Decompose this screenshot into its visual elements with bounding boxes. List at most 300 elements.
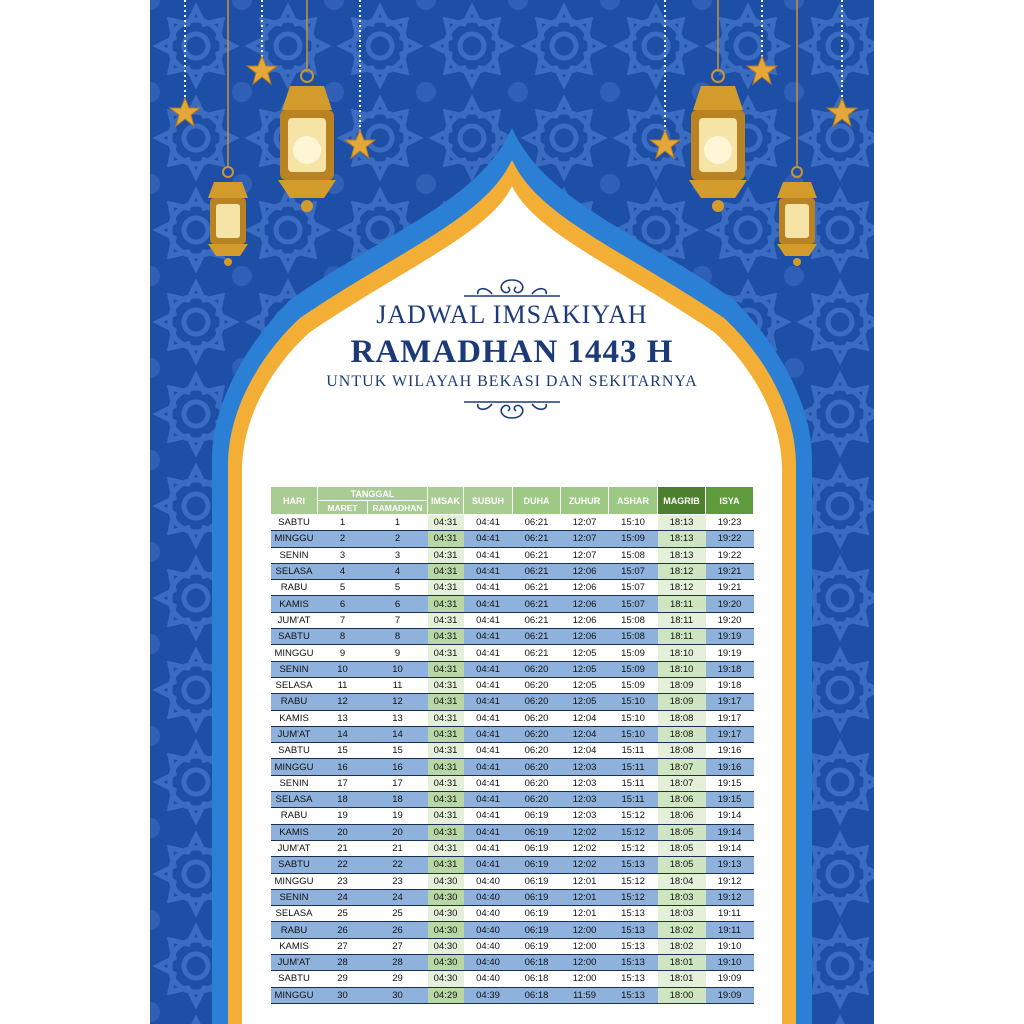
cell-ashar: 15:09 [609,645,658,661]
cell-ashar: 15:10 [609,710,658,726]
cell-hari: SELASA [271,906,318,922]
cell-duha: 06:19 [513,938,561,954]
title-line-1: JADWAL IMSAKIYAH [376,300,648,329]
cell-duha: 06:21 [513,596,561,612]
table-row [271,596,754,612]
cell-isya: 19:12 [706,889,754,905]
header-hari: HARI [271,487,318,515]
cell-isya: 19:22 [706,531,754,547]
cell-magrib: 18:11 [658,629,706,645]
cell-subuh: 04:41 [464,824,513,840]
cell-maret: 12 [318,694,368,710]
table-row [271,612,754,628]
table-row [271,922,754,938]
cell-magrib: 18:01 [658,955,706,971]
cell-magrib: 18:03 [658,906,706,922]
cell-maret: 26 [318,922,368,938]
cell-magrib: 18:12 [658,580,706,596]
cell-hari: RABU [271,694,318,710]
star-icon [345,130,375,158]
cell-zuhur: 12:02 [561,840,609,856]
cell-subuh: 04:41 [464,792,513,808]
cell-subuh: 04:40 [464,889,513,905]
cell-ashar: 15:13 [609,987,658,1003]
cell-duha: 06:20 [513,775,561,791]
star-icon [827,98,857,126]
cell-subuh: 04:40 [464,938,513,954]
cell-duha: 06:21 [513,563,561,579]
cell-duha: 06:21 [513,580,561,596]
cell-maret: 15 [318,743,368,759]
cell-ashar: 15:07 [609,580,658,596]
cell-subuh: 04:40 [464,922,513,938]
cell-magrib: 18:10 [658,645,706,661]
cell-ashar: 15:12 [609,840,658,856]
title-line-3: UNTUK WILAYAH BEKASI DAN SEKITARNYA [326,373,698,390]
table-row [271,759,754,775]
cell-zuhur: 12:05 [561,694,609,710]
title-line-2: RAMADHAN 1443 H [350,334,674,370]
header-maret: MARET [318,501,368,515]
cell-magrib: 18:02 [658,938,706,954]
cell-hari: SELASA [271,792,318,808]
cell-zuhur: 12:06 [561,596,609,612]
cell-ram: 23 [368,873,428,889]
cell-imsak: 04:31 [428,759,464,775]
cell-subuh: 04:41 [464,547,513,563]
cell-ashar: 15:12 [609,808,658,824]
cell-maret: 22 [318,857,368,873]
cell-isya: 19:18 [706,661,754,677]
cell-imsak: 04:31 [428,580,464,596]
cell-maret: 21 [318,840,368,856]
cell-ashar: 15:13 [609,857,658,873]
cell-isya: 19:16 [706,743,754,759]
cell-maret: 17 [318,775,368,791]
cell-hari: KAMIS [271,710,318,726]
cell-imsak: 04:31 [428,743,464,759]
cell-maret: 14 [318,726,368,742]
cell-subuh: 04:41 [464,743,513,759]
cell-zuhur: 11:59 [561,987,609,1003]
cell-magrib: 18:03 [658,889,706,905]
cell-imsak: 04:30 [428,922,464,938]
cell-ram: 19 [368,808,428,824]
cell-magrib: 18:08 [658,743,706,759]
cell-imsak: 04:29 [428,987,464,1003]
cell-isya: 19:10 [706,938,754,954]
cell-zuhur: 12:01 [561,873,609,889]
cell-imsak: 04:31 [428,661,464,677]
cell-magrib: 18:13 [658,531,706,547]
cell-maret: 20 [318,824,368,840]
cell-ram: 29 [368,971,428,987]
cell-imsak: 04:31 [428,710,464,726]
cell-zuhur: 12:06 [561,563,609,579]
table-row [271,840,754,856]
cell-subuh: 04:41 [464,563,513,579]
lantern-icon [208,167,248,266]
cell-subuh: 04:39 [464,987,513,1003]
cell-zuhur: 12:06 [561,580,609,596]
cell-isya: 19:12 [706,873,754,889]
schedule-body [271,515,754,1004]
cell-imsak: 04:31 [428,694,464,710]
cell-isya: 19:15 [706,775,754,791]
cell-magrib: 18:00 [658,987,706,1003]
cell-ashar: 15:11 [609,775,658,791]
cell-zuhur: 12:06 [561,629,609,645]
cell-ashar: 15:13 [609,955,658,971]
header-isya: ISYA [706,487,754,515]
cell-subuh: 04:41 [464,775,513,791]
star-icon [747,56,777,84]
cell-maret: 18 [318,792,368,808]
cell-ram: 30 [368,987,428,1003]
cell-imsak: 04:31 [428,547,464,563]
cell-hari: SELASA [271,677,318,693]
cell-duha: 06:21 [513,547,561,563]
cell-maret: 3 [318,547,368,563]
ornament-icon [462,398,562,422]
cell-hari: KAMIS [271,824,318,840]
cell-imsak: 04:30 [428,971,464,987]
cell-hari: MINGGU [271,987,318,1003]
star-icon [170,98,200,126]
cell-zuhur: 12:05 [561,645,609,661]
cell-ram: 15 [368,743,428,759]
cell-magrib: 18:08 [658,726,706,742]
cell-maret: 27 [318,938,368,954]
cell-maret: 11 [318,677,368,693]
cell-zuhur: 12:03 [561,808,609,824]
cell-zuhur: 12:02 [561,857,609,873]
cell-duha: 06:18 [513,955,561,971]
cell-duha: 06:20 [513,792,561,808]
cell-magrib: 18:06 [658,808,706,824]
cell-subuh: 04:41 [464,840,513,856]
cell-ashar: 15:12 [609,889,658,905]
cell-hari: JUM'AT [271,840,318,856]
cell-hari: RABU [271,922,318,938]
cell-duha: 06:21 [513,531,561,547]
cell-maret: 5 [318,580,368,596]
cell-ashar: 15:13 [609,922,658,938]
cell-duha: 06:20 [513,694,561,710]
cell-hari: MINGGU [271,531,318,547]
cell-subuh: 04:41 [464,677,513,693]
cell-isya: 19:13 [706,857,754,873]
cell-ashar: 15:12 [609,824,658,840]
cell-ram: 24 [368,889,428,905]
table-row [271,563,754,579]
cell-isya: 19:17 [706,726,754,742]
cell-zuhur: 12:00 [561,971,609,987]
cell-ram: 13 [368,710,428,726]
cell-hari: RABU [271,808,318,824]
cell-zuhur: 12:00 [561,922,609,938]
cell-isya: 19:17 [706,710,754,726]
table-row [271,547,754,563]
header-duha: DUHA [513,487,561,515]
cell-hari: JUM'AT [271,955,318,971]
cell-ram: 26 [368,922,428,938]
header-subuh: SUBUH [464,487,513,515]
cell-isya: 19:20 [706,612,754,628]
cell-duha: 06:19 [513,824,561,840]
cell-imsak: 04:31 [428,515,464,531]
cell-ashar: 15:11 [609,743,658,759]
cell-imsak: 04:31 [428,629,464,645]
table-row [271,824,754,840]
cell-imsak: 04:30 [428,906,464,922]
cell-maret: 29 [318,971,368,987]
cell-zuhur: 12:07 [561,531,609,547]
cell-maret: 30 [318,987,368,1003]
cell-zuhur: 12:05 [561,677,609,693]
table-row [271,938,754,954]
cell-zuhur: 12:00 [561,955,609,971]
cell-magrib: 18:04 [658,873,706,889]
cell-isya: 19:10 [706,955,754,971]
cell-subuh: 04:41 [464,531,513,547]
cell-subuh: 04:40 [464,971,513,987]
cell-hari: JUM'AT [271,726,318,742]
table-row [271,955,754,971]
cell-magrib: 18:02 [658,922,706,938]
cell-ashar: 15:13 [609,938,658,954]
table-row [271,889,754,905]
cell-isya: 19:16 [706,759,754,775]
cell-subuh: 04:41 [464,515,513,531]
cell-subuh: 04:41 [464,629,513,645]
cell-magrib: 18:05 [658,857,706,873]
cell-maret: 10 [318,661,368,677]
cell-ashar: 15:08 [609,547,658,563]
cell-hari: SABTU [271,971,318,987]
cell-duha: 06:19 [513,922,561,938]
cell-imsak: 04:31 [428,612,464,628]
header-tanggal: TANGGAL [318,487,428,501]
cell-duha: 06:19 [513,857,561,873]
cell-isya: 19:11 [706,906,754,922]
cell-maret: 2 [318,531,368,547]
cell-zuhur: 12:06 [561,612,609,628]
cell-zuhur: 12:05 [561,661,609,677]
cell-ram: 7 [368,612,428,628]
table-row [271,873,754,889]
table-row [271,580,754,596]
table-row [271,677,754,693]
cell-duha: 06:19 [513,808,561,824]
header-ramadhan: RAMADHAN [368,501,428,515]
cell-ashar: 15:09 [609,661,658,677]
table-row [271,743,754,759]
cell-maret: 6 [318,596,368,612]
cell-subuh: 04:40 [464,873,513,889]
cell-duha: 06:18 [513,987,561,1003]
cell-ashar: 15:13 [609,906,658,922]
lantern-icon [777,167,817,266]
table-row [271,792,754,808]
cell-duha: 06:21 [513,629,561,645]
cell-subuh: 04:41 [464,612,513,628]
cell-isya: 19:21 [706,563,754,579]
cell-hari: SABTU [271,743,318,759]
table-row [271,906,754,922]
cell-magrib: 18:07 [658,775,706,791]
cell-imsak: 04:31 [428,645,464,661]
cell-imsak: 04:30 [428,955,464,971]
cell-ram: 9 [368,645,428,661]
cell-imsak: 04:30 [428,873,464,889]
cell-maret: 16 [318,759,368,775]
cell-maret: 1 [318,515,368,531]
table-row [271,857,754,873]
cell-magrib: 18:12 [658,563,706,579]
ornament-icon [462,276,562,300]
cell-imsak: 04:31 [428,775,464,791]
cell-subuh: 04:41 [464,645,513,661]
cell-imsak: 04:31 [428,840,464,856]
cell-ram: 16 [368,759,428,775]
table-row [271,531,754,547]
cell-isya: 19:19 [706,645,754,661]
cell-subuh: 04:40 [464,906,513,922]
cell-duha: 06:21 [513,515,561,531]
cell-magrib: 18:01 [658,971,706,987]
cell-ashar: 15:12 [609,873,658,889]
cell-hari: MINGGU [271,759,318,775]
cell-duha: 06:19 [513,889,561,905]
cell-isya: 19:17 [706,694,754,710]
cell-hari: SENIN [271,775,318,791]
cell-subuh: 04:41 [464,710,513,726]
cell-ashar: 15:08 [609,629,658,645]
cell-maret: 19 [318,808,368,824]
cell-maret: 28 [318,955,368,971]
cell-subuh: 04:41 [464,726,513,742]
cell-ashar: 15:10 [609,515,658,531]
lantern-icon [689,70,747,212]
cell-ashar: 15:10 [609,694,658,710]
cell-imsak: 04:31 [428,596,464,612]
cell-ram: 1 [368,515,428,531]
cell-ashar: 15:08 [609,612,658,628]
cell-magrib: 18:08 [658,710,706,726]
cell-zuhur: 12:02 [561,824,609,840]
cell-isya: 19:23 [706,515,754,531]
cell-ashar: 15:07 [609,563,658,579]
header-ashar: ASHAR [609,487,658,515]
cell-maret: 23 [318,873,368,889]
decorations [150,0,874,320]
table-row [271,694,754,710]
cell-magrib: 18:09 [658,694,706,710]
cell-isya: 19:20 [706,596,754,612]
star-icon [247,56,277,84]
cell-subuh: 04:40 [464,955,513,971]
cell-zuhur: 12:03 [561,759,609,775]
schedule-table [270,486,754,1004]
cell-ram: 6 [368,596,428,612]
cell-magrib: 18:10 [658,661,706,677]
cell-isya: 19:15 [706,792,754,808]
cell-magrib: 18:06 [658,792,706,808]
cell-imsak: 04:31 [428,824,464,840]
cell-ram: 10 [368,661,428,677]
cell-duha: 06:20 [513,759,561,775]
cell-duha: 06:20 [513,726,561,742]
cell-isya: 19:09 [706,987,754,1003]
cell-imsak: 04:31 [428,677,464,693]
cell-magrib: 18:13 [658,547,706,563]
cell-ram: 8 [368,629,428,645]
cell-zuhur: 12:04 [561,710,609,726]
cell-isya: 19:14 [706,840,754,856]
cell-hari: SELASA [271,563,318,579]
cell-zuhur: 12:04 [561,726,609,742]
table-row [271,515,754,531]
cell-ram: 18 [368,792,428,808]
cell-ram: 11 [368,677,428,693]
cell-subuh: 04:41 [464,759,513,775]
cell-hari: JUM'AT [271,612,318,628]
star-icon [650,130,680,158]
cell-hari: MINGGU [271,873,318,889]
cell-imsak: 04:31 [428,563,464,579]
cell-duha: 06:21 [513,612,561,628]
header-zuhur: ZUHUR [561,487,609,515]
cell-isya: 19:14 [706,824,754,840]
cell-hari: KAMIS [271,938,318,954]
cell-maret: 25 [318,906,368,922]
cell-isya: 19:18 [706,677,754,693]
cell-magrib: 18:13 [658,515,706,531]
cell-ram: 20 [368,824,428,840]
cell-ram: 5 [368,580,428,596]
cell-imsak: 04:31 [428,857,464,873]
cell-zuhur: 12:03 [561,775,609,791]
cell-zuhur: 12:07 [561,547,609,563]
cell-isya: 19:09 [706,971,754,987]
cell-hari: RABU [271,580,318,596]
cell-ram: 14 [368,726,428,742]
cell-maret: 4 [318,563,368,579]
cell-ashar: 15:10 [609,726,658,742]
cell-maret: 24 [318,889,368,905]
cell-magrib: 18:09 [658,677,706,693]
cell-hari: SENIN [271,889,318,905]
table-row [271,710,754,726]
cell-ashar: 15:13 [609,971,658,987]
cell-hari: SABTU [271,629,318,645]
cell-zuhur: 12:00 [561,938,609,954]
cell-imsak: 04:30 [428,938,464,954]
cell-ashar: 15:09 [609,531,658,547]
table-row [271,775,754,791]
cell-subuh: 04:41 [464,596,513,612]
cell-ram: 22 [368,857,428,873]
table-row [271,726,754,742]
cell-ram: 27 [368,938,428,954]
cell-magrib: 18:11 [658,612,706,628]
table-row [271,645,754,661]
cell-ram: 2 [368,531,428,547]
cell-duha: 06:20 [513,661,561,677]
table-row [271,629,754,645]
cell-isya: 19:21 [706,580,754,596]
